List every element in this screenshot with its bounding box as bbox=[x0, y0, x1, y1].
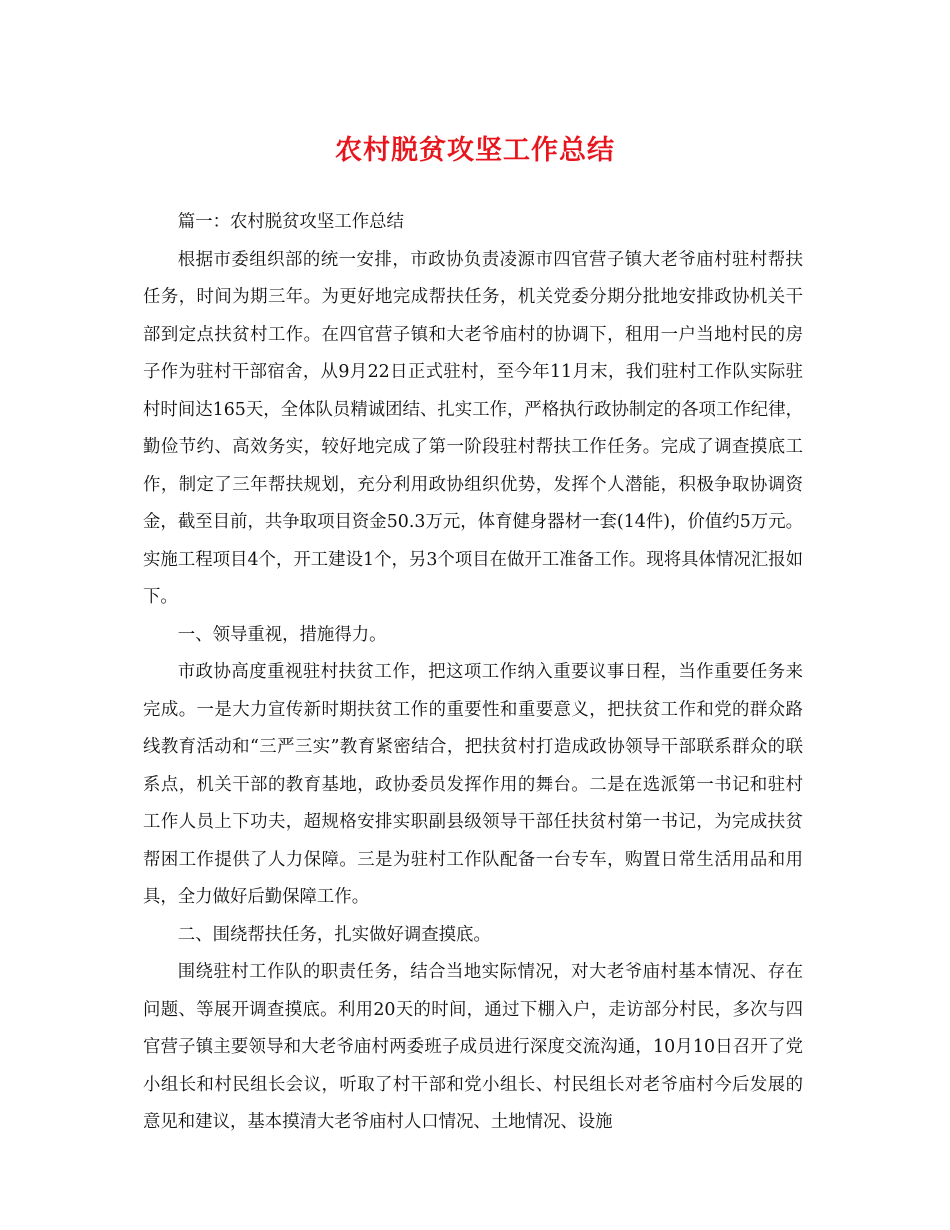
document-title: 农村脱贫攻坚工作总结 bbox=[335, 135, 615, 166]
body-paragraph-survey: 围绕驻村工作队的职责任务，结合当地实际情况，对大老爷庙村基本情况、存在问题、等展开调查摸底。利用20天的时间，通过下棚入户，走访部分村民，多次与四官营子镇主要领导和大老爷庙村两委班子成员进行深度交流沟通，10月10日召开了党小组长和村民组长会议，听取了村干部和党小组长、村民组长对老爷庙村今后发展的意见和建议，基本摸清大老爷庙村人口情况、土地情况、设施 bbox=[143, 962, 803, 1132]
document-body bbox=[143, 204, 803, 1142]
body-paragraph-intro: 根据市委组织部的统一安排，市政协负责凌源市四官营子镇大老爷庙村驻村帮扶任务，时间为期三年。为更好地完成帮扶任务，机关党委分期分批地安排政协机关干部到定点扶贫村工作。在四官营子镇和大老爷庙村的协调下，租用一户当地村民的房子作为驻村干部宿舍，从9月22日正式驻村，至今年11月末，我们驻村工作队实际驻村时间达165天，全体队员精诚团结、扎实工作，严格执行政协制定的各项工作纪律，勤俭节约、高效务实，较好地完成了第一阶段驻村帮扶工作任务。完成了调查摸底工作，制定了三年帮扶规划，充分利用政协组织优势，发挥个人潜能，积极争取协调资金，截至目前，共争取项目资金50.3万元，体育健身器材一套(14件)，价值约5万元。实施工程项目4个，开工建设1个，另3个项目在做开工准备工作。现将具体情况汇报如下。 bbox=[143, 249, 803, 607]
section-heading-leadership: 一、领导重视，措施得力。 bbox=[177, 624, 387, 645]
body-paragraph-leadership: 市政协高度重视驻村扶贫工作，把这项工作纳入重要议事日程，当作重要任务来完成。一是大力宣传新时期扶贫工作的重要性和重要意义，把扶贫工作和党的群众路线教育活动和“三严三实”教育紧密结合，把扶贫村打造成政协领导干部联系群众的联系点，机关干部的教育基地，政协委员发挥作用的舞台。二是在选派第一书记和驻村工作人员上下功夫，超规格安排实职副县级领导干部任扶贫村第一书记，为完成扶贫帮困工作提供了人力保障。三是为驻村工作队配备一台专车，购置日常生活用品和用具，全力做好后勤保障工作。 bbox=[143, 662, 803, 907]
section-heading-survey: 二、围绕帮扶任务，扎实做好调查摸底。 bbox=[177, 924, 491, 945]
section-heading-part-one: 篇一：农村脱贫攻坚工作总结 bbox=[177, 212, 404, 232]
